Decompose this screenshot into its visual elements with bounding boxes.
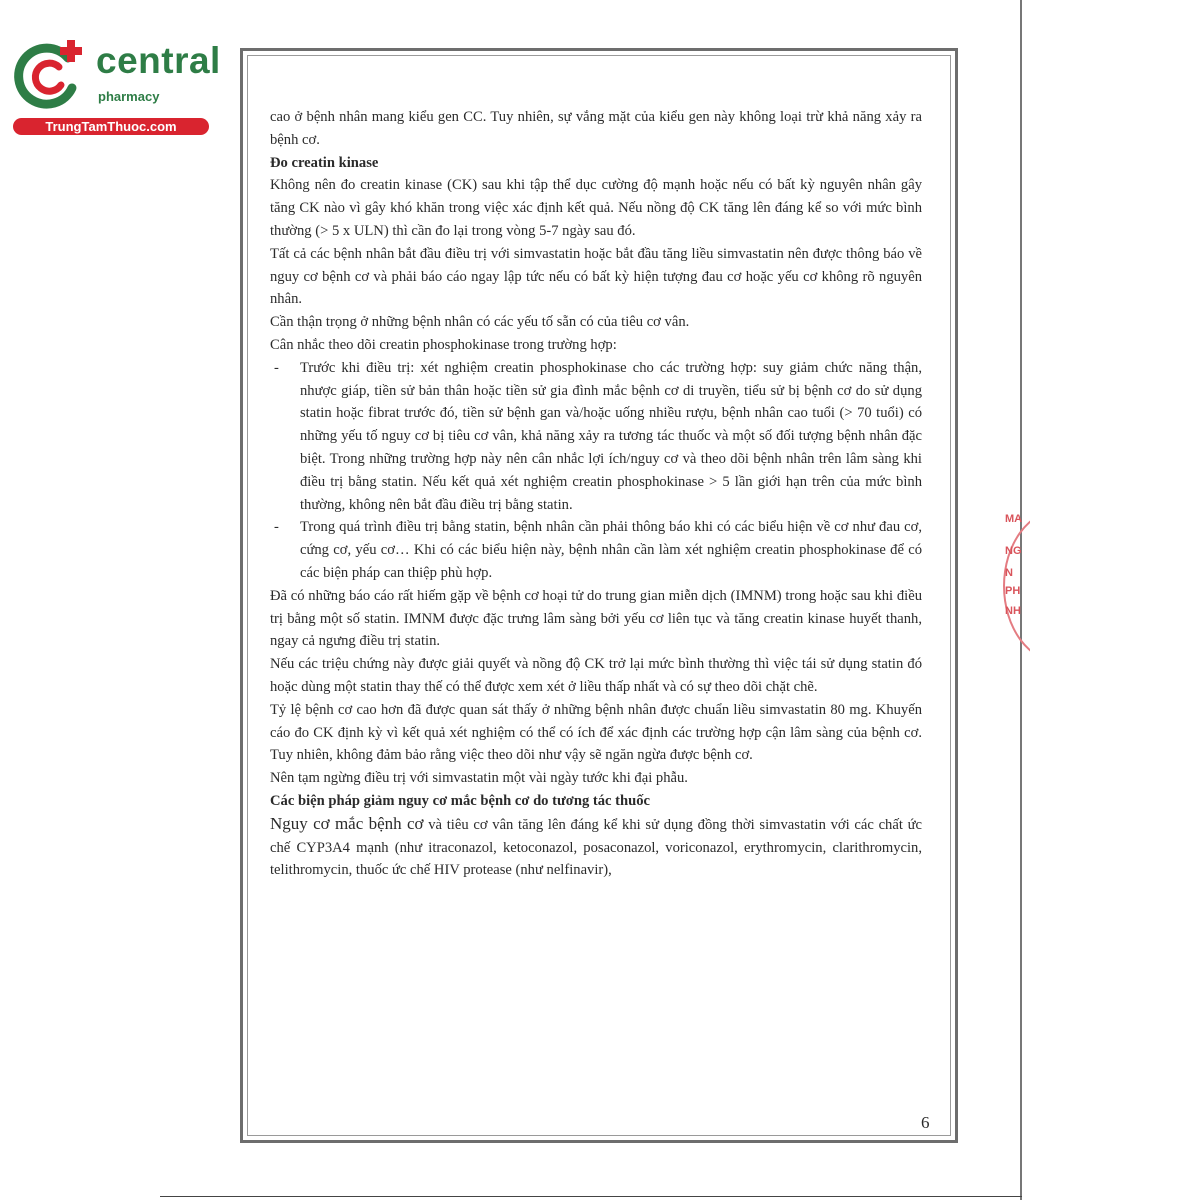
stamp-text: PH <box>1005 585 1021 597</box>
logo-brand-text: central <box>96 40 221 81</box>
bullet-dash: - <box>274 519 279 536</box>
paragraph: Không nên đo creatin kinase (CK) sau khi tập thể dục cường độ mạnh hoặc nếu có bất kỳ nguyên nhân gây tăng CK nào vì gây khó khăn trong việc xác định kết quả. Nếu nồng độ CK tăng lên đáng kể so với mức bình thường (> 5 x ULN) thì cần đo lại trong vòng 5-7 ngày sau đó. <box>270 177 922 239</box>
paragraph-lead: Nguy cơ mắc bệnh cơ <box>270 813 424 833</box>
bullet-text: Trước khi điều trị: xét nghiệm creatin phosphokinase cho các trường hợp: suy giảm chức năng thận, nhược giáp, tiền sử bản thân hoặc tiền sử gia đình mắc bệnh cơ di truyền, tiểu sử bị bệnh cơ do sử dụng statin hoặc fibrat trước đó, tiền sử bệnh gan và/hoặc uống nhiều rượu, bệnh nhân cao tuổi (> 70 tuổi) có những yếu tố nguy cơ bị tiêu cơ vân, khả năng xảy ra tương tác thuốc và một số đối tượng bệnh nhân đặc biệt. Trong những trường hợp này nên cân nhắc lợi ích/nguy cơ và theo dõi bệnh nhân trên lâm sàng khi điều trị bằng statin. Nếu kết quả xét nghiệm creatin phosphokinase > 5 lần giới hạn trên của mức bình thường, không nên bắt đầu điều trị bằng statin. <box>300 359 922 513</box>
section-heading: Đo creatin kinase <box>270 154 379 171</box>
bullet-dash: - <box>274 359 279 376</box>
pharmacy-cross-logo-icon <box>10 36 90 116</box>
stamp-text: N <box>1005 567 1013 579</box>
logo-site-url[interactable]: TrungTamThuoc.com <box>13 118 209 135</box>
paragraph: Đã có những báo cáo rất hiếm gặp về bệnh cơ hoại tử do trung gian miễn dịch (IMNM) trong hoặc sau khi điều trị bằng một số statin. IMNM được đặc trưng lâm sàng bởi yếu cơ liên tục và tăng creatin kinase huyết thanh, ngay cả ngưng điều trị statin. <box>270 587 922 650</box>
paragraph: cao ở bệnh nhân mang kiểu gen CC. Tuy nhiên, sự vắng mặt của kiểu gen này không loại trừ khả năng xảy ra bệnh cơ. <box>270 109 922 148</box>
page-number: 6 <box>921 1113 930 1132</box>
stamp-text: MA <box>1005 513 1023 525</box>
paragraph: Tỷ lệ bệnh cơ cao hơn đã được quan sát thấy ở những bệnh nhân được chuẩn liều simvastatin 80 mg. Khuyến cáo đo CK định kỳ vì kết quả xét nghiệm có thể có ích để xác định các trường hợp cận lâm sàng của bệnh cơ. Tuy nhiên, không đảm bảo rằng việc theo dõi như vậy sẽ ngăn ngừa được bệnh cơ. <box>270 701 922 764</box>
paragraph: Tất cả các bệnh nhân bắt đầu điều trị với simvastatin hoặc bắt đầu tăng liều simvastatin nên được thông báo về nguy cơ bệnh cơ và phải báo cáo ngay lập tức nếu có bất kỳ hiện tượng đau cơ hoặc yếu cơ không rõ nguyên nhân. <box>270 245 922 308</box>
document-body <box>270 106 922 882</box>
paragraph: Cần thận trọng ở những bệnh nhân có các yếu tố sẵn có của tiêu cơ vân. <box>270 314 690 331</box>
paragraph: Nếu các triệu chứng này được giải quyết và nồng độ CK trở lại mức bình thường thì việc tái sử dụng statin đó hoặc dùng một statin thay thế có thể được xem xét ở liều thấp nhất và có sự theo dõi chặt chẽ. <box>270 656 922 695</box>
paragraph-text: và tiêu cơ vân tăng lên đáng kể khi sử dụng đồng thời simvastatin với các chất ức chế CYP3A4 mạnh (như itraconazol, ketoconazol, posaconazol, voriconazol, erythromycin, clarithromycin, telithromycin, thuốc ức chế HIV protease (như nelfinavir), <box>270 816 922 879</box>
paragraph <box>270 813 922 882</box>
section-heading: Các biện pháp giảm nguy cơ mắc bệnh cơ do tương tác thuốc <box>270 792 651 809</box>
bullet-text: Trong quá trình điều trị bằng statin, bệnh nhân cần phải thông báo khi có các biểu hiện về cơ như đau cơ, cứng cơ, yếu cơ… Khi có các biểu hiện này, bệnh nhân cần làm xét nghiệm creatin phosphokinase để có các biện pháp can thiệp phù hợp. <box>300 519 922 581</box>
stamp-text: NG <box>1005 545 1022 557</box>
logo-sub-text: pharmacy <box>98 89 160 104</box>
bullet-item <box>270 357 922 517</box>
stamp-seal <box>1000 505 1030 660</box>
paragraph: Nên tạm ngừng điều trị với simvastatin một vài ngày tước khi đại phẫu. <box>270 770 688 787</box>
central-pharmacy-logo[interactable] <box>10 36 221 136</box>
stamp-text: NH <box>1005 605 1021 617</box>
bullet-item <box>270 516 922 584</box>
paragraph: Cân nhắc theo dõi creatin phosphokinase trong trường hợp: <box>270 336 617 353</box>
scan-edge-bottom <box>160 1196 1022 1197</box>
